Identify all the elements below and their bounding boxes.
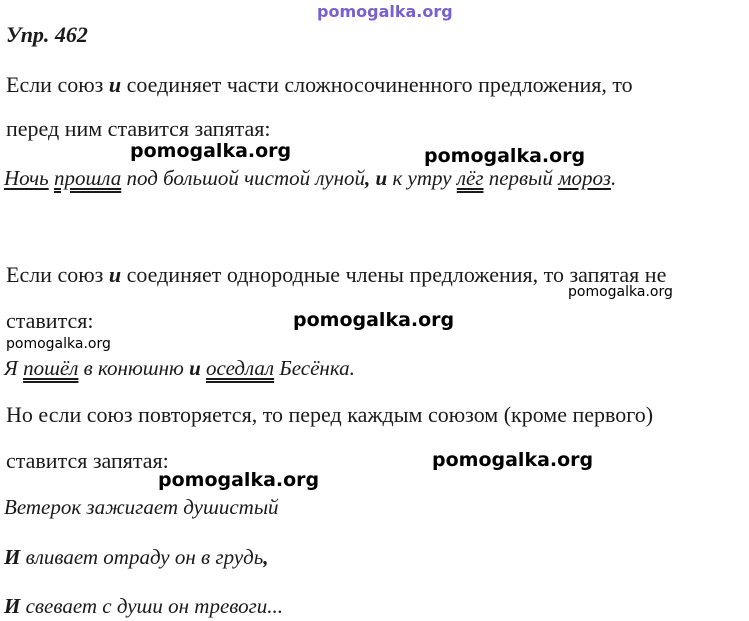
poem-text: вливает отраду он в грудь (20, 545, 264, 569)
example2-conjunction: и (189, 356, 201, 380)
poem-line1: Ветерок зажигает душистый (4, 495, 279, 519)
example2-text: Бесёнка. (274, 356, 355, 380)
rule2-line1 (6, 262, 666, 288)
poem-line3 (4, 594, 283, 619)
rule1-text-a: Если союз (6, 72, 109, 97)
example1-text: первый (483, 166, 559, 190)
example1-text: к утру (387, 166, 457, 190)
example1-text: . (610, 166, 617, 190)
example1-text: под большой чистой луной (121, 166, 366, 190)
rule1-conjunction: и (108, 72, 122, 97)
rule2-text-b: соединяет однородные члены предложения, то запятая не (121, 262, 667, 287)
example1-sentence (4, 166, 616, 191)
watermark-top: pomogalka.org (317, 2, 453, 21)
watermark: pomogalka.org (158, 469, 320, 491)
poem-comma: , (263, 545, 269, 569)
watermark: pomogalka.org (130, 140, 292, 162)
example1-comma: , (365, 166, 371, 190)
example2-text: Я (4, 356, 24, 380)
watermark: pomogalka.org (6, 336, 111, 352)
subject-word: мороз (558, 166, 611, 190)
poem-conjunction: И (4, 545, 21, 569)
watermark: pomogalka.org (568, 284, 673, 300)
rule1-line2: перед ним ставится запятая: (6, 116, 271, 141)
rule2-conjunction: и (108, 262, 122, 287)
predicate-word: пошёл (23, 356, 79, 380)
rule1-text-b: соединяет части сложносочиненного предложения, то (121, 72, 633, 97)
watermark: pomogalka.org (424, 145, 586, 167)
poem-conjunction: И (4, 594, 21, 618)
rule1-line1 (6, 72, 633, 98)
example1-conjunction: и (375, 166, 388, 190)
poem-text: свевает с души он тревоги... (20, 594, 284, 618)
predicate-word: прошла (53, 166, 122, 190)
rule3-line1: Но если союз повторяется, то перед каждым союзом (кроме первого) (6, 402, 654, 427)
example2-sentence (4, 356, 355, 381)
watermark: pomogalka.org (293, 309, 455, 331)
subject-word: Ночь (4, 166, 49, 190)
rule3-line2: ставится запятая: (6, 448, 169, 473)
predicate-word: оседлал (206, 356, 275, 380)
poem-line2 (4, 545, 269, 570)
exercise-title: Упр. 462 (6, 22, 88, 47)
example2-text: в конюшню (78, 356, 190, 380)
predicate-word: лёг (456, 166, 484, 190)
rule2-line2: ставится: (6, 308, 94, 333)
watermark: pomogalka.org (432, 449, 594, 471)
rule2-text-a: Если союз (6, 262, 109, 287)
